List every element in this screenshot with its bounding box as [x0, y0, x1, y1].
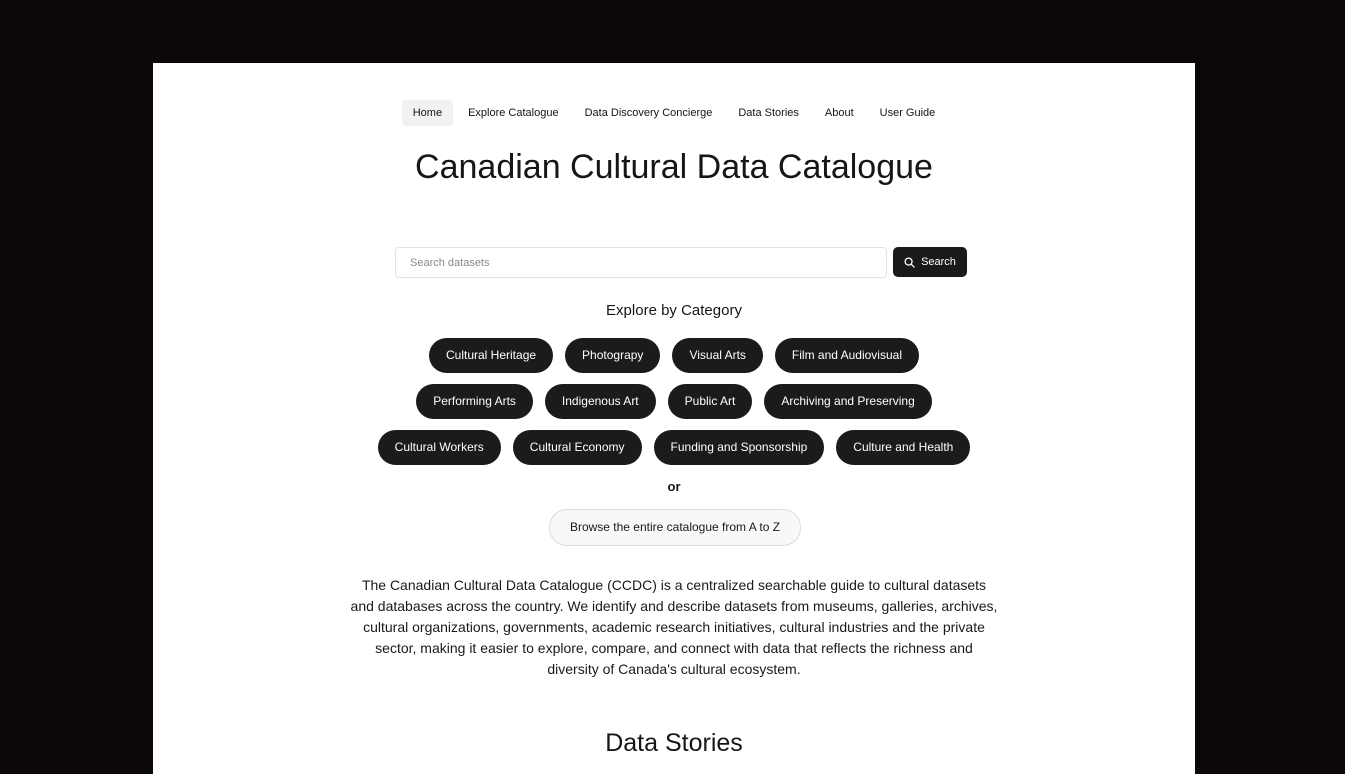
nav-item-user-guide[interactable]: User Guide	[879, 107, 936, 119]
search-button[interactable]	[893, 247, 967, 277]
category-photography[interactable]: Photograpy	[565, 338, 660, 373]
category-public-art[interactable]: Public Art	[668, 384, 753, 419]
category-row	[153, 338, 1195, 373]
category-visual-arts[interactable]: Visual Arts	[672, 338, 762, 373]
search-bar	[395, 247, 967, 278]
or-separator: or	[667, 479, 681, 494]
page-title: Canadian Cultural Data Catalogue	[415, 148, 933, 186]
nav-item-home[interactable]: Home	[402, 100, 453, 126]
data-stories-heading: Data Stories	[605, 729, 743, 757]
category-indigenous-art[interactable]: Indigenous Art	[545, 384, 656, 419]
category-funding-and-sponsorship[interactable]: Funding and Sponsorship	[654, 430, 825, 465]
category-row	[153, 384, 1195, 419]
main-nav	[153, 100, 1195, 126]
category-archiving-and-preserving[interactable]: Archiving and Preserving	[764, 384, 931, 419]
category-culture-and-health[interactable]: Culture and Health	[836, 430, 970, 465]
search-button-label: Search	[921, 256, 956, 268]
category-row	[153, 430, 1195, 465]
intro-paragraph: The Canadian Cultural Data Catalogue (CCDC) is a centralized searchable guide to cultural datasets and databases across the country. We identify and describe datasets from museums, galleries, archives, cultural organizations, governments, academic research initiatives, cultural industries and the private sector, making it easier to explore, compare, and connect with data that reflects the richness and diversity of Canada's cultural ecosystem.	[350, 577, 998, 677]
category-cultural-workers[interactable]: Cultural Workers	[378, 430, 501, 465]
category-cultural-heritage[interactable]: Cultural Heritage	[429, 338, 553, 373]
category-cultural-economy[interactable]: Cultural Economy	[513, 430, 642, 465]
category-heading: Explore by Category	[606, 302, 742, 319]
category-film-and-audiovisual[interactable]: Film and Audiovisual	[775, 338, 919, 373]
category-performing-arts[interactable]: Performing Arts	[416, 384, 533, 419]
nav-item-data-stories[interactable]: Data Stories	[738, 107, 799, 119]
search-input[interactable]	[395, 247, 887, 278]
search-icon	[904, 257, 915, 268]
page	[153, 63, 1195, 774]
browse-a-to-z-button[interactable]: Browse the entire catalogue from A to Z	[549, 509, 801, 546]
nav-item-explore-catalogue[interactable]: Explore Catalogue	[468, 107, 559, 119]
nav-item-data-discovery-concierge[interactable]: Data Discovery Concierge	[584, 107, 713, 119]
nav-item-about[interactable]: About	[824, 107, 854, 119]
